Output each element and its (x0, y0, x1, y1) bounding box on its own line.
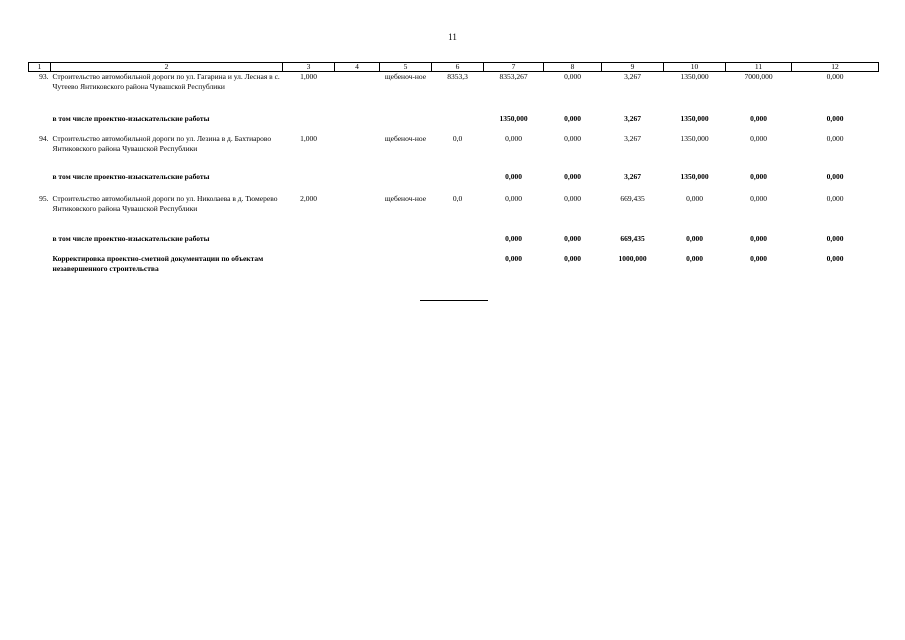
cell-col6: 0,0 (452, 193, 463, 203)
table-row-correction (29, 254, 879, 278)
row-number: 94. (39, 133, 49, 143)
column-number-header (29, 63, 879, 72)
object-name: в том числе проектно-изыскательские работы (52, 171, 210, 181)
col-header-5: 5 (380, 63, 432, 72)
object-name: Строительство автомобильной дороги по ул. Гагарина и ул. Лесная в с. Чутеево Янтиковского района Чувашской Республики (52, 72, 280, 91)
cell-col12: 0,000 (826, 133, 844, 143)
object-name: Строительство автомобильной дороги по ул. Николаева в д. Тюмерево Янтиковского района Чувашской Республики (52, 193, 278, 213)
object-name: Корректировка проектно-сметной документации по объектам незавершенного строительства (52, 253, 264, 273)
cell-col7: 0,000 (505, 133, 522, 143)
table-row (29, 194, 879, 234)
cell-col10: 0,000 (686, 253, 703, 263)
cell-col4 (335, 134, 380, 172)
cell-col6 (432, 254, 484, 278)
table-row-subtotal (29, 172, 879, 194)
cell-col9: 669,435 (620, 193, 645, 203)
cell-surface (380, 114, 432, 134)
cell-length: 1,000 (300, 72, 317, 81)
cell-length: 2,000 (300, 193, 317, 203)
cell-col10: 0,000 (686, 233, 703, 243)
object-name: Строительство автомобильной дороги по ул. Лезина в д. Бахтиарово Янтиковского района Чувашской Республики (52, 133, 272, 153)
table-row-subtotal (29, 114, 879, 134)
cell-col11: 7000,000 (744, 72, 773, 81)
cell-col9: 669,435 (620, 233, 645, 243)
row-number (29, 254, 51, 278)
cell-col9: 3,267 (624, 113, 641, 123)
cell-col6 (432, 172, 484, 194)
cell-col6: 0,0 (452, 133, 463, 143)
col-header-1: 1 (29, 63, 51, 72)
cell-col10: 1350,000 (680, 133, 709, 143)
cell-surface: щебеноч-ное (384, 193, 427, 203)
cell-col10: 1350,000 (680, 72, 709, 81)
cell-col9: 3,267 (624, 72, 641, 81)
table-row (29, 72, 879, 114)
cell-length (283, 234, 335, 254)
col-header-8: 8 (544, 63, 602, 72)
col-header-2: 2 (51, 63, 283, 72)
cell-surface (380, 254, 432, 278)
row-number: 95. (39, 193, 49, 203)
cell-col4 (335, 72, 380, 114)
object-name: в том числе проектно-изыскательские работы (52, 113, 210, 123)
col-header-12: 12 (792, 63, 879, 72)
cell-col12: 0,000 (826, 233, 844, 243)
cell-col8: 0,000 (564, 233, 581, 243)
table-row (29, 134, 879, 172)
cell-col7: 0,000 (505, 193, 522, 203)
col-header-4: 4 (335, 63, 380, 72)
cell-col7: 0,000 (505, 253, 522, 263)
row-number: 93. (39, 72, 49, 81)
cell-col12: 0,000 (826, 113, 844, 123)
cell-surface (380, 234, 432, 254)
cell-length (283, 254, 335, 278)
cell-col11: 0,000 (750, 253, 767, 263)
col-header-7: 7 (484, 63, 544, 72)
cell-col7: 0,000 (505, 171, 522, 181)
row-number (29, 114, 51, 134)
cell-col6 (432, 234, 484, 254)
table-row-subtotal (29, 234, 879, 254)
cell-col10: 1350,000 (680, 171, 709, 181)
cell-col10: 0,000 (686, 193, 703, 203)
col-header-11: 11 (726, 63, 792, 72)
cell-col4 (335, 172, 380, 194)
cell-col11: 0,000 (750, 233, 767, 243)
document-table (28, 62, 879, 278)
page-number: 11 (448, 32, 457, 42)
cell-col7: 1350,000 (499, 113, 528, 123)
cell-col9: 3,267 (624, 133, 641, 143)
cell-col12: 0,000 (826, 253, 844, 263)
col-header-10: 10 (664, 63, 726, 72)
cell-col6: 8353,3 (447, 72, 468, 81)
cell-col4 (335, 114, 380, 134)
cell-length (283, 172, 335, 194)
cell-col11: 0,000 (750, 193, 767, 203)
cell-col4 (335, 234, 380, 254)
cell-surface (380, 172, 432, 194)
cell-length: 1,000 (300, 133, 317, 143)
cell-col11: 0,000 (750, 171, 767, 181)
col-header-3: 3 (283, 63, 335, 72)
cell-col12: 0,000 (826, 193, 844, 203)
object-name: в том числе проектно-изыскательские работы (52, 233, 210, 243)
cell-col11: 0,000 (750, 113, 767, 123)
cell-length (283, 114, 335, 134)
row-number (29, 234, 51, 254)
cell-col8: 0,000 (564, 113, 581, 123)
cell-col8: 0,000 (564, 72, 581, 81)
cell-col7: 0,000 (505, 233, 522, 243)
cell-col9: 1000,000 (618, 253, 647, 263)
cell-col9: 3,267 (624, 171, 641, 181)
row-number (29, 172, 51, 194)
cell-col12: 0,000 (826, 72, 844, 81)
cell-surface: щебеноч-ное (384, 72, 427, 81)
cell-col11: 0,000 (750, 133, 767, 143)
col-header-6: 6 (432, 63, 484, 72)
cell-col10: 1350,000 (680, 113, 709, 123)
cell-col4 (335, 254, 380, 278)
cell-col8: 0,000 (564, 171, 581, 181)
cell-col4 (335, 194, 380, 234)
cell-col12: 0,000 (826, 171, 844, 181)
cell-col7: 8353,267 (499, 72, 528, 81)
col-header-9: 9 (602, 63, 664, 72)
cell-col8: 0,000 (564, 193, 581, 203)
end-separator-line (420, 300, 488, 301)
cell-surface: щебеноч-ное (384, 133, 427, 143)
cell-col8: 0,000 (564, 253, 581, 263)
cell-col8: 0,000 (564, 133, 581, 143)
cell-col6 (432, 114, 484, 134)
